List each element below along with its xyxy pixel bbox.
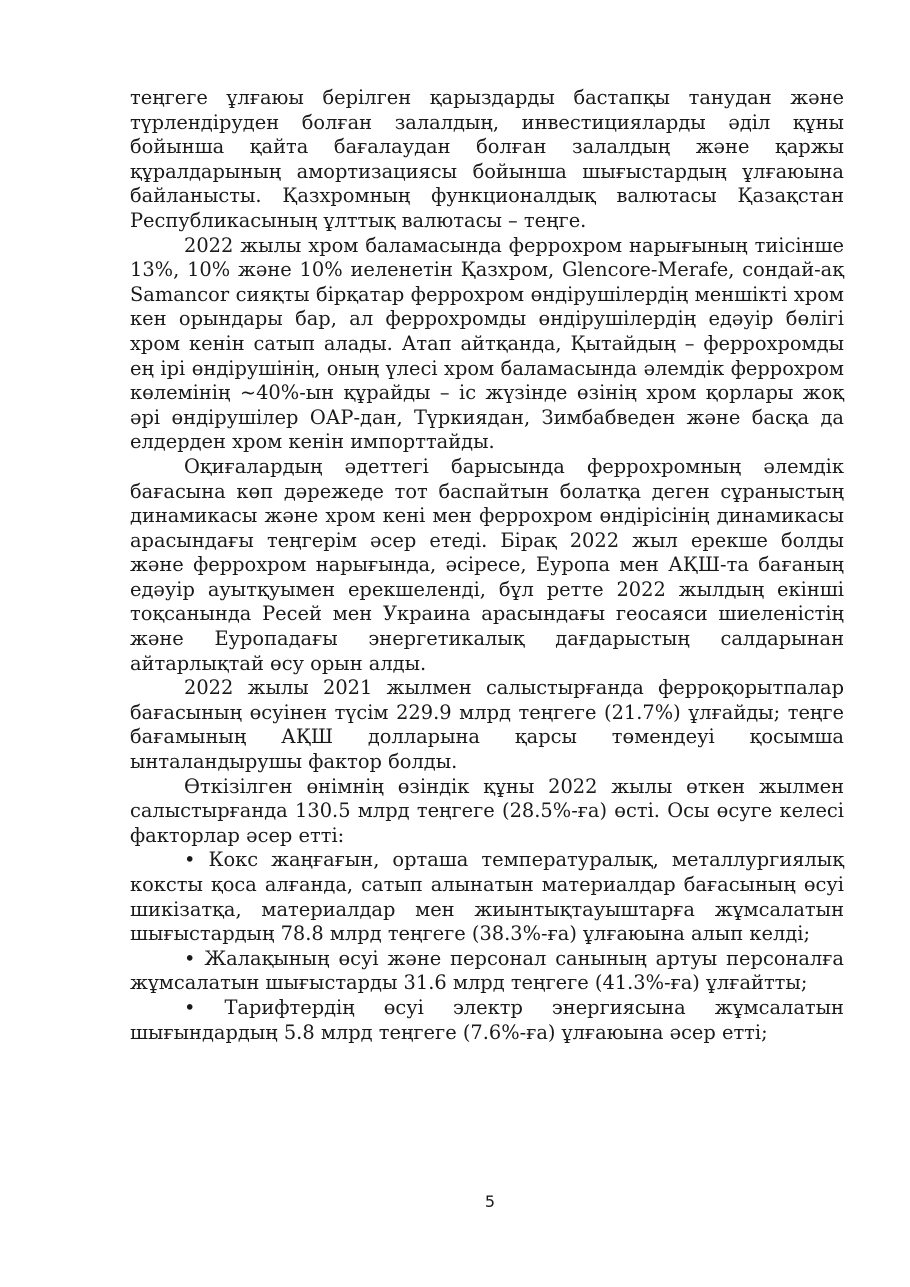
body-text xyxy=(130,86,844,1045)
page-number: 5 xyxy=(484,1192,496,1211)
bullet-materials-costs: • Кокс жаңғағын, орташа температуралық, металлургиялық коксты қоса алғанда, сатып алынатын материалдар бағасының өсуі шикізатқа, материалдар мен жиынтықтауыштарға жұмсалатын шығыстардың 78.8 млрд теңгеге (38.3%-ға) ұлғаюына алып келді; xyxy=(130,848,844,946)
bullet-personnel-costs: • Жалақының өсуі және персонал санының артуы персоналға жұмсалатын шығыстарды 31.6 млрд теңгеге (41.3%-ға) ұлғайтты; xyxy=(130,946,844,995)
paragraph-continuation: теңгеге ұлғаюы берілген қарыздарды бастапқы танудан және түрлендіруден болған залалдың, инвестицияларды әділ құны бойынша қайта бағалаудан болған залалдың және қаржы құралдарының амортизациясы бойынша шығыстардың ұлғаюына байланысты. Қазхромның функционалдық валютасы Қазақстан Республикасының ұлттық валютасы – теңге. xyxy=(130,86,844,232)
paragraph-ferrochrome-prices: Оқиғалардың әдеттегі барысында феррохромның әлемдік бағасына көп дәрежеде тот баспайтын болатқа деген сұраныстың динамикасы және хром кені мен феррохром өндірісінің динамикасы арасындағы теңгерім әсер етеді. Бірақ 2022 жыл ерекше болды және феррохром нарығында, әсіресе, Еуропа мен АҚШ-та бағаның едәуір ауытқуымен ерекшеленді, бұл ретте 2022 жылдың екінші тоқсанында Ресей мен Украина арасындағы геосаяси шиеленістің және Еуропадағы энергетикалық дағдарыстың салдарынан айтарлықтай өсу орын алды. xyxy=(130,454,844,675)
paragraph-chrome-ore-producers: 2022 жылы хром баламасында феррохром нарығының тиісінше 13%, 10% және 10% иеленетін Қазхром, Glencore-Merafe, сондай-ақ Samancor сияқты бірқатар феррохром өндірушілердің меншікті хром кен орындары бар, ал феррохромды өндірушілердің едәуір бөлігі хром кенін сатып алады. Атап айтқанда, Қытайдың – феррохромды ең ірі өндірушінің, оның үлесі хром баламасында әлемдік феррохром көлемінің ~40%-ын құрайды – іс жүзінде өзінің хром қорлары жоқ әрі өндірушілер ОАР-дан, Түркиядан, Зимбабведен және басқа да елдерден хром кенін импорттайды. xyxy=(130,233,844,454)
bullet-electricity-costs: • Тарифтердің өсуі электр энергиясына жұмсалатын шығындардың 5.8 млрд теңгеге (7.6%-ға) ұлғаюына әсер етті; xyxy=(130,995,844,1044)
paragraph-cost-of-sales: Өткізілген өнімнің өзіндік құны 2022 жылы өткен жылмен салыстырғанда 130.5 млрд теңгеге (28.5%-ға) өсті. Осы өсуге келесі факторлар әсеp етті: xyxy=(130,774,844,847)
paragraph-revenue-growth: 2022 жылы 2021 жылмен салыстырғанда ферроқорытпалар бағасының өсуінен түсім 229.9 млрд теңгеге (21.7%) ұлғайды; теңге бағамының АҚШ долларына қарсы төмендеуі қосымша ынталандырушы фактор болды. xyxy=(130,676,844,774)
